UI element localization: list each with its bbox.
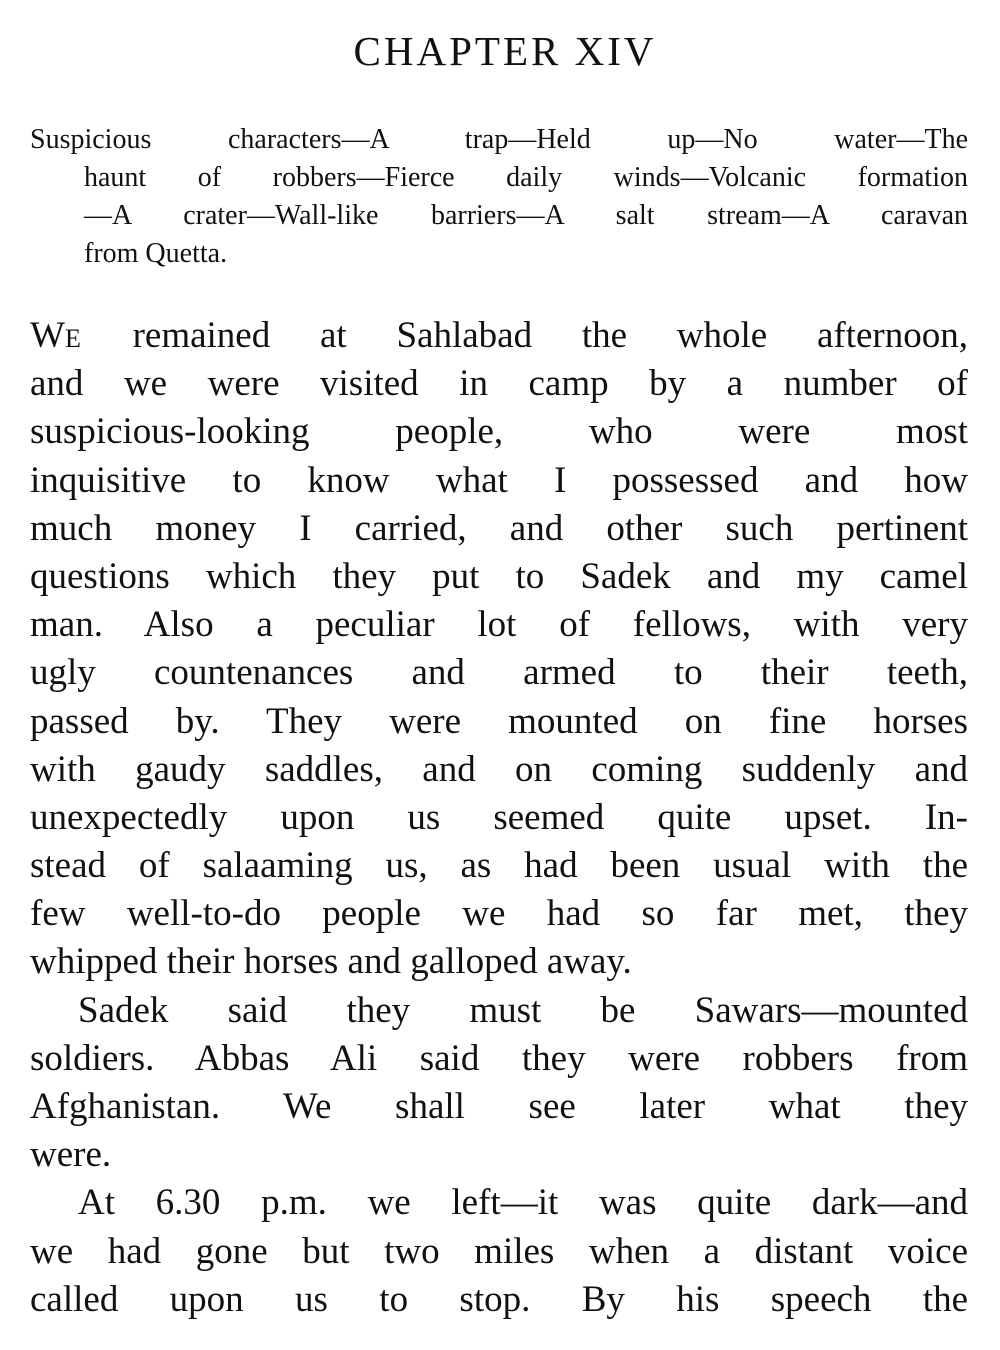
paragraph-line: whipped their horses and galloped away.: [30, 941, 632, 983]
paragraph-line: few well-to-do people we had so far met, they: [30, 893, 968, 935]
paragraph-line-text: remained at Sahlabad the whole afternoon,: [82, 315, 968, 356]
chapter-synopsis: [30, 121, 968, 273]
drop-cap-smallcaps: E: [64, 324, 83, 353]
paragraph-line: At 6.30 p.m. we left—it was quite dark—and: [78, 1182, 968, 1224]
paragraph-line: were.: [30, 1134, 112, 1176]
drop-cap-initial: W: [30, 315, 65, 356]
paragraph-line: passed by. They were mounted on fine horses: [30, 700, 968, 742]
paragraph-line: [30, 312, 968, 360]
paragraph-line: stead of salaaming us, as had been usual with the: [30, 845, 968, 887]
synopsis-line: Suspicious characters—A trap—Held up—No water—The: [30, 124, 968, 155]
paragraph-line: and we were visited in camp by a number of: [30, 363, 968, 405]
paragraph-line: man. Also a peculiar lot of fellows, with very: [30, 604, 968, 646]
paragraph-line: questions which they put to Sadek and my camel: [30, 555, 968, 597]
chapter-title: CHAPTER XIV: [353, 28, 657, 74]
paragraph-line: unexpectedly upon us seemed quite upset. In-: [30, 796, 968, 838]
paragraph-line: Sadek said they must be Sawars—mounted: [78, 989, 968, 1031]
paragraph-line: suspicious-looking people, who were most: [30, 411, 968, 453]
paragraph-line: soldiers. Abbas Ali said they were robbers from: [30, 1037, 968, 1079]
paragraph-line: much money I carried, and other such pertinent: [30, 507, 968, 549]
paragraph-line: called upon us to stop. By his speech the: [30, 1278, 968, 1320]
synopsis-line: from Quetta.: [84, 238, 228, 269]
paragraph-line: ugly countenances and armed to their teeth,: [30, 652, 968, 694]
paragraph-line: with gaudy saddles, and on coming suddenly and: [30, 748, 968, 790]
paragraph-line: Afghanistan. We shall see later what they: [30, 1086, 968, 1127]
synopsis-line: —A crater—Wall-like barriers—A salt stream—A caravan: [84, 200, 968, 231]
paragraph-line: inquisitive to know what I possessed and how: [30, 459, 968, 501]
synopsis-line: haunt of robbers—Fierce daily winds—Volcanic formation: [84, 162, 968, 193]
paragraph-line: we had gone but two miles when a distant voice: [30, 1230, 968, 1272]
body-text: [30, 312, 968, 1324]
